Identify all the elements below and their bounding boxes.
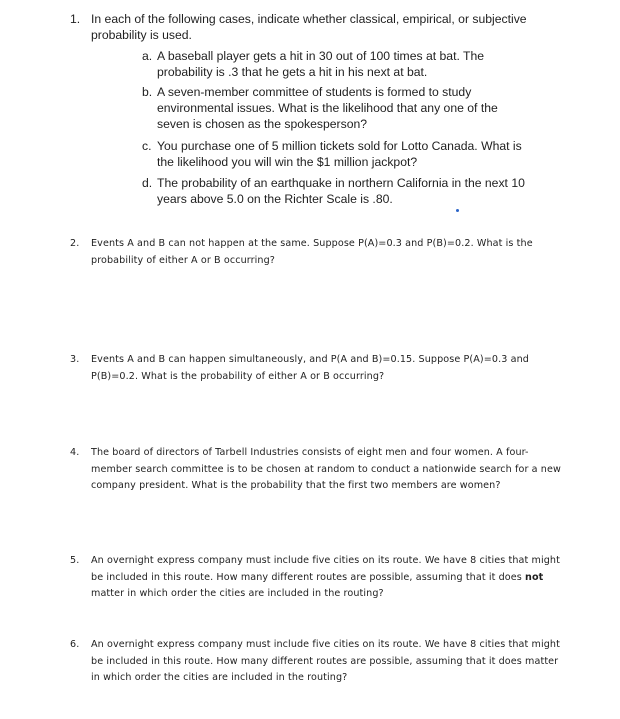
subitem-letter: a.	[142, 49, 153, 63]
text-line: P(B)=0.2. What is the probability of either A or B occurring?	[91, 370, 385, 382]
text-line: In each of the following cases, indicate whether classical, empirical, or subjective	[91, 12, 527, 26]
text-line: An overnight express company must include five cities on its route. We have 8 cities that might	[91, 639, 560, 650]
question-number: 2.	[70, 238, 80, 249]
question-number: 6.	[70, 639, 80, 650]
question-text	[91, 637, 581, 687]
question-text	[91, 236, 581, 269]
text-line: matter in which order the cities are included in the routing?	[91, 588, 384, 599]
question-number: 3.	[70, 354, 80, 365]
subitem-letter: b.	[142, 85, 153, 99]
question-text	[91, 352, 581, 385]
text-line: the likelihood you will win the $1 million jackpot?	[157, 155, 418, 169]
emphasis-not: not	[525, 571, 544, 583]
subitem-text	[157, 84, 542, 132]
text-line: years above 5.0 on the Richter Scale is .80.	[157, 192, 393, 206]
subitem-text	[157, 48, 542, 80]
text-line: probability of either A or B occurring?	[91, 254, 275, 266]
question-number: 1.	[70, 12, 81, 26]
text-line: Events A and B can happen simultaneously, and P(A and B)=0.15. Suppose P(A)=0.3 and	[91, 354, 529, 365]
question-text	[91, 11, 561, 43]
text-line: Events A and B can not happen at the same. Suppose P(A)=0.3 and P(B)=0.2. What is the	[91, 238, 533, 249]
subitem-letter: c.	[142, 139, 152, 153]
question-number: 4.	[70, 447, 80, 458]
text-line: You purchase one of 5 million tickets sold for Lotto Canada. What is	[157, 139, 522, 153]
text-line: environmental issues. What is the likelihood that any one of the	[157, 101, 498, 115]
text-line: A seven-member committee of students is formed to study	[157, 85, 472, 99]
cursor-dot	[456, 209, 459, 212]
text-line: be included in this route. How many different routes are possible, assuming that it does matter	[91, 655, 559, 667]
text-line: The board of directors of Tarbell Industries consists of eight men and four women. A four-	[91, 447, 529, 458]
text-line: probability is used.	[91, 28, 192, 42]
text-line: in which order the cities are included in the routing?	[91, 672, 348, 683]
text-line: seven is chosen as the spokesperson?	[157, 117, 368, 131]
text-span: be included in this route. How many different routes are possible, assuming that it does	[91, 571, 526, 583]
text-line: An overnight express company must include five cities on its route. We have 8 cities that might	[91, 555, 560, 566]
text-line: company president. What is the probability that the first two members are women?	[91, 480, 501, 491]
subitem-text	[157, 175, 542, 207]
subitem-text	[157, 138, 542, 170]
question-text	[91, 445, 581, 495]
subitem-letter: d.	[142, 176, 153, 190]
text-line: member search committee is to be chosen at random to conduct a nationwide search for a new	[91, 463, 561, 475]
question-number: 5.	[70, 555, 80, 566]
text-line: probability is .3 that he gets a hit in his next at bat.	[157, 65, 428, 79]
text-line: A baseball player gets a hit in 30 out of 100 times at bat. The	[157, 49, 485, 63]
text-line	[91, 570, 581, 587]
question-text	[91, 553, 581, 603]
text-line: The probability of an earthquake in northern California in the next 10	[157, 176, 525, 190]
